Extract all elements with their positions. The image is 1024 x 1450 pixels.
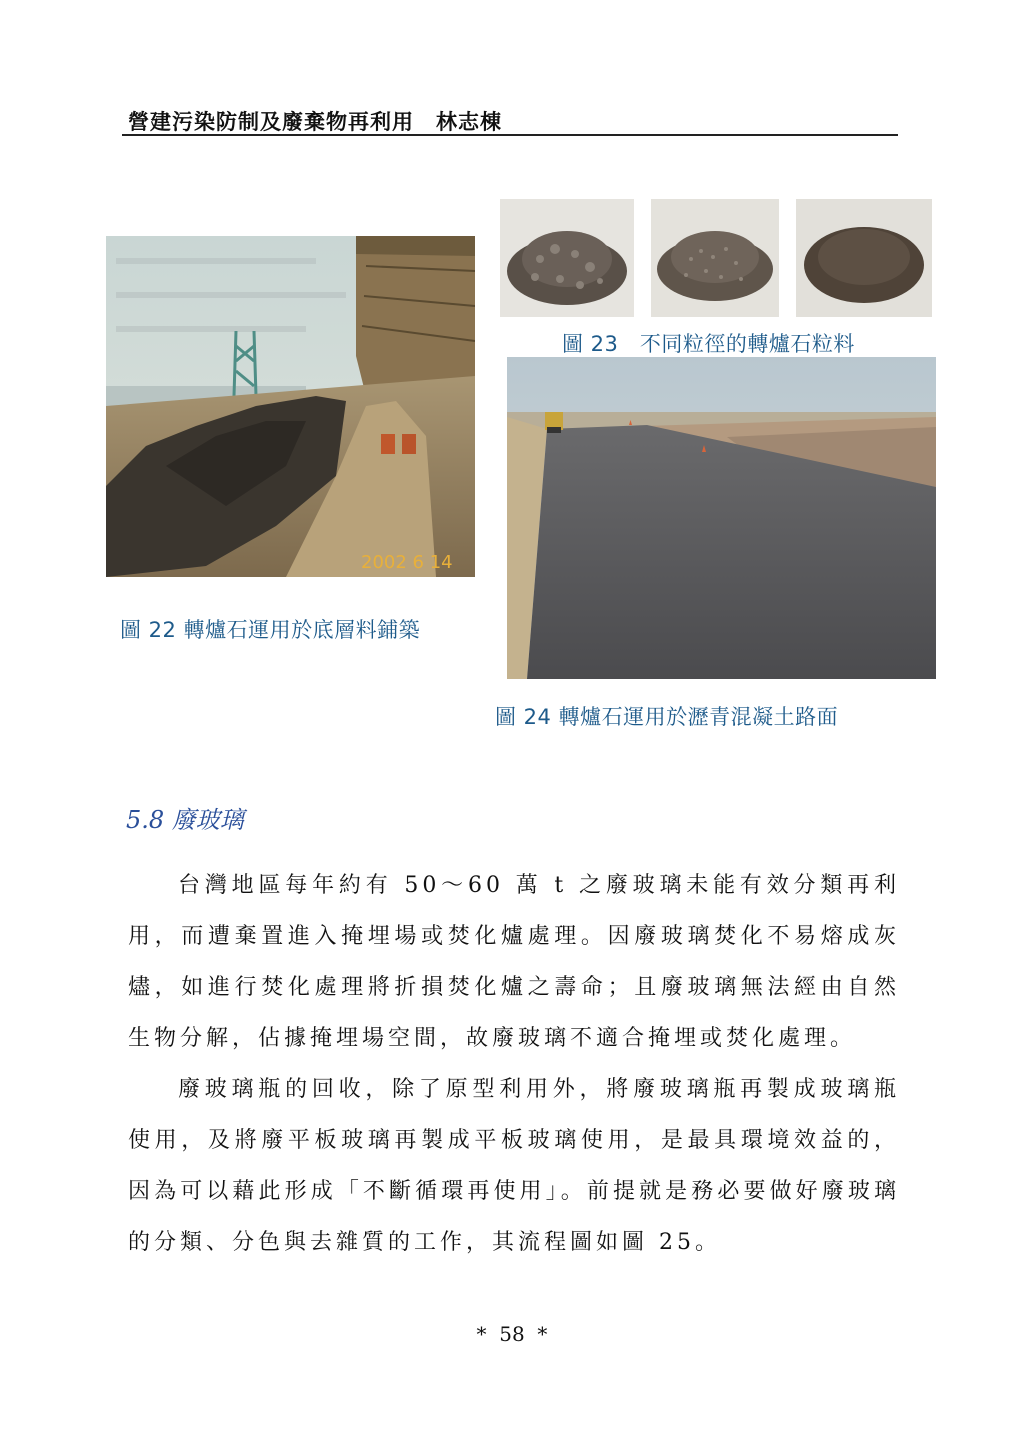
running-header: 營建污染防制及廢棄物再利用 林志棟 [128,109,502,134]
figure-23-photo-fine [796,199,932,317]
figure-23-photo-medium [651,199,779,317]
date-stamp: 2002 6 14 [361,552,453,573]
figure-24-image [507,357,936,679]
page-number: * 58 * [476,1322,548,1346]
section-heading: 5.8 廢玻璃 [126,806,244,834]
body-paragraph-2: 廢玻璃瓶的回收，除了原型利用外，將廢玻璃瓶再製成玻璃瓶使用，及將廢平板玻璃再製成平板玻璃使用，是最具環境效益的，因為可以藉此形成「不斷循環再使用」。前提就是務必要做好廢玻璃的分類、分色與去雜質的工作，其流程圖如圖 25。 [128,1077,900,1255]
body-paragraph-1: 台灣地區每年約有 50～60 萬 t 之廢玻璃未能有效分類再利用，而遭棄置進入掩埋場或焚化爐處理。因廢玻璃焚化不易熔成灰燼，如進行焚化處理將折損焚化爐之壽命；且廢玻璃無法經由自然生物分解，佔據掩埋場空間，故廢玻璃不適合掩埋或焚化處理。 [128,873,900,1051]
header-rule [122,134,898,136]
coarse-aggregate-image [500,199,634,317]
figure-23-photo-coarse [500,199,634,317]
figure-24-photo [507,357,936,679]
figure-22-image [106,236,475,577]
fine-aggregate-image [796,199,932,317]
figure-24-caption: 圖 24 轉爐石運用於瀝青混凝土路面 [495,705,839,729]
figure-22-caption: 圖 22 轉爐石運用於底層料鋪築 [120,618,421,642]
figure-22-photo [106,236,475,577]
figure-23-caption: 圖 23 不同粒徑的轉爐石粒料 [562,332,855,356]
medium-aggregate-image [651,199,779,317]
